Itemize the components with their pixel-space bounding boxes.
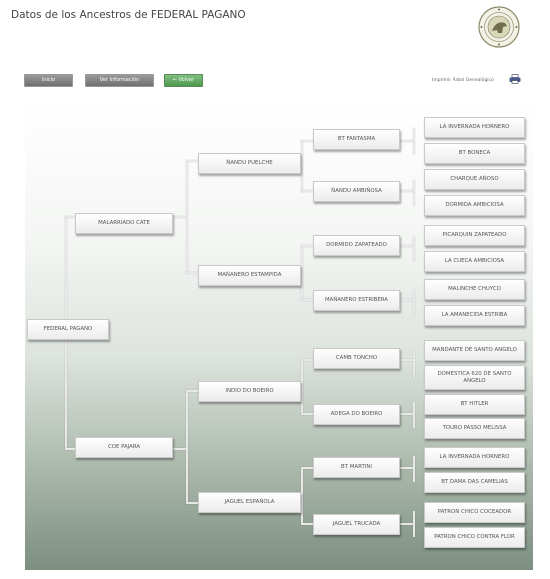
connector-line <box>301 359 313 361</box>
connector-line <box>413 511 415 537</box>
pedigree-node-g3[interactable]: BT MARTINI <box>313 457 400 478</box>
association-seal-logo <box>478 6 520 48</box>
connector-line <box>413 402 415 428</box>
pedigree-node-g3[interactable]: MAÑANERO ESTRIBERA <box>313 290 400 311</box>
connector-line <box>301 467 303 525</box>
connector-line <box>301 140 303 192</box>
pedigree-node-g4[interactable]: MANDANTE DE SANTO ANGELO <box>424 340 525 361</box>
connector-line <box>413 236 415 262</box>
pedigree-node-dam[interactable]: COE PAJARA <box>75 437 173 458</box>
pedigree-node-g4[interactable]: DOMESTICA 620 DE SANTO ANGELO <box>424 365 525 390</box>
pedigree-node-g2[interactable]: MAÑANERO ESTAMPIDA <box>198 265 301 286</box>
connector-line <box>413 350 415 378</box>
connector-line <box>173 216 186 218</box>
pedigree-node-g3[interactable]: ÑANDU AMBIÑOSA <box>313 181 400 202</box>
pedigree-node-g4[interactable]: CHARQUE AÑOSO <box>424 169 525 190</box>
pedigree-node-g2[interactable]: INDIO DO BOEIRO <box>198 381 301 402</box>
connector-line <box>186 390 198 392</box>
pedigree-node-g4[interactable]: BT BONECA <box>424 143 525 164</box>
connector-line <box>400 245 413 247</box>
connector-line <box>400 467 413 469</box>
connector-line <box>186 502 198 504</box>
connector-line <box>301 413 313 415</box>
connector-line <box>400 190 413 192</box>
page-title: Datos de los Ancestros de FEDERAL PAGANO <box>11 9 246 21</box>
connector-line <box>65 448 75 450</box>
pedigree-node-g4[interactable]: PATRON CHICO CONTRA FLOR <box>424 527 525 548</box>
pedigree-node-g2[interactable]: JAGUEL ESPAÑOLA <box>198 492 301 513</box>
connector-line <box>173 448 186 450</box>
pedigree-node-g4[interactable]: BT DAMA DAS CAMELIAS <box>424 472 525 493</box>
connector-line <box>400 413 413 415</box>
connector-line <box>400 299 413 301</box>
connector-line <box>301 359 303 415</box>
connector-line <box>400 523 413 525</box>
pedigree-node-g4[interactable]: DORMIDA AMBICIOSA <box>424 195 525 216</box>
pedigree-node-g4[interactable]: MALINCHE CHUYCO <box>424 279 525 300</box>
connector-line <box>301 245 303 301</box>
pedigree-node-g4[interactable]: PICARQUIN ZAPATEADO <box>424 225 525 246</box>
connector-line <box>186 390 188 504</box>
pedigree-tree <box>25 97 533 570</box>
pedigree-node-g4[interactable]: PATRON CHICO COCEADOR <box>424 502 525 523</box>
connector-line <box>413 180 415 206</box>
connector-line <box>301 190 313 192</box>
connector-line <box>65 216 75 218</box>
printer-icon[interactable] <box>509 74 521 84</box>
connector-line <box>413 128 415 154</box>
connector-line <box>301 523 313 525</box>
connector-line <box>186 160 198 162</box>
connector-line <box>301 140 313 142</box>
connector-line <box>400 140 413 142</box>
pedigree-node-g4[interactable]: LA INVERNADA HORNERO <box>424 117 525 138</box>
home-button[interactable]: Inicio <box>24 74 73 87</box>
connector-line <box>301 245 313 247</box>
view-info-button[interactable]: Ver Información <box>85 74 154 87</box>
back-button[interactable] <box>164 74 203 87</box>
pedigree-node-g2[interactable]: ÑANDU PUELCHE <box>198 153 301 174</box>
connector-line <box>301 467 313 469</box>
connector-line <box>400 359 413 361</box>
connector-line <box>186 272 198 274</box>
pedigree-node-g4[interactable]: LA INVERNADA HORNERO <box>424 447 525 468</box>
pedigree-node-g3[interactable]: DORMIDO ZAPATEADO <box>313 235 400 256</box>
pedigree-node-root[interactable]: FEDERAL PAGANO <box>27 319 109 340</box>
pedigree-node-sire[interactable]: MALARRIADO CATE <box>75 213 173 234</box>
pedigree-node-g4[interactable]: TOURO PASSO MELISSA <box>424 418 525 439</box>
pedigree-node-g3[interactable]: JAGUEL TRUCADA <box>313 514 400 535</box>
print-tree-link[interactable]: Imprimir Árbol Genealógico <box>432 78 494 83</box>
back-arrow-icon: ← <box>172 77 179 83</box>
pedigree-node-g3[interactable]: CAMB TONCHO <box>313 348 400 369</box>
pedigree-node-g4[interactable]: LA CUECA AMBICIOSA <box>424 251 525 272</box>
connector-line <box>186 160 188 274</box>
connector-line <box>301 299 313 301</box>
pedigree-node-g3[interactable]: BT FANTASMA <box>313 129 400 150</box>
connector-line <box>413 456 415 482</box>
connector-line <box>413 290 415 316</box>
pedigree-node-g4[interactable]: BT HITLER <box>424 394 525 415</box>
pedigree-node-g3[interactable]: ADEGA DO BOEIRO <box>313 404 400 425</box>
pedigree-node-g4[interactable]: LA AMANECIDA ESTRIBA <box>424 305 525 326</box>
back-button-label: Volver <box>178 77 195 83</box>
